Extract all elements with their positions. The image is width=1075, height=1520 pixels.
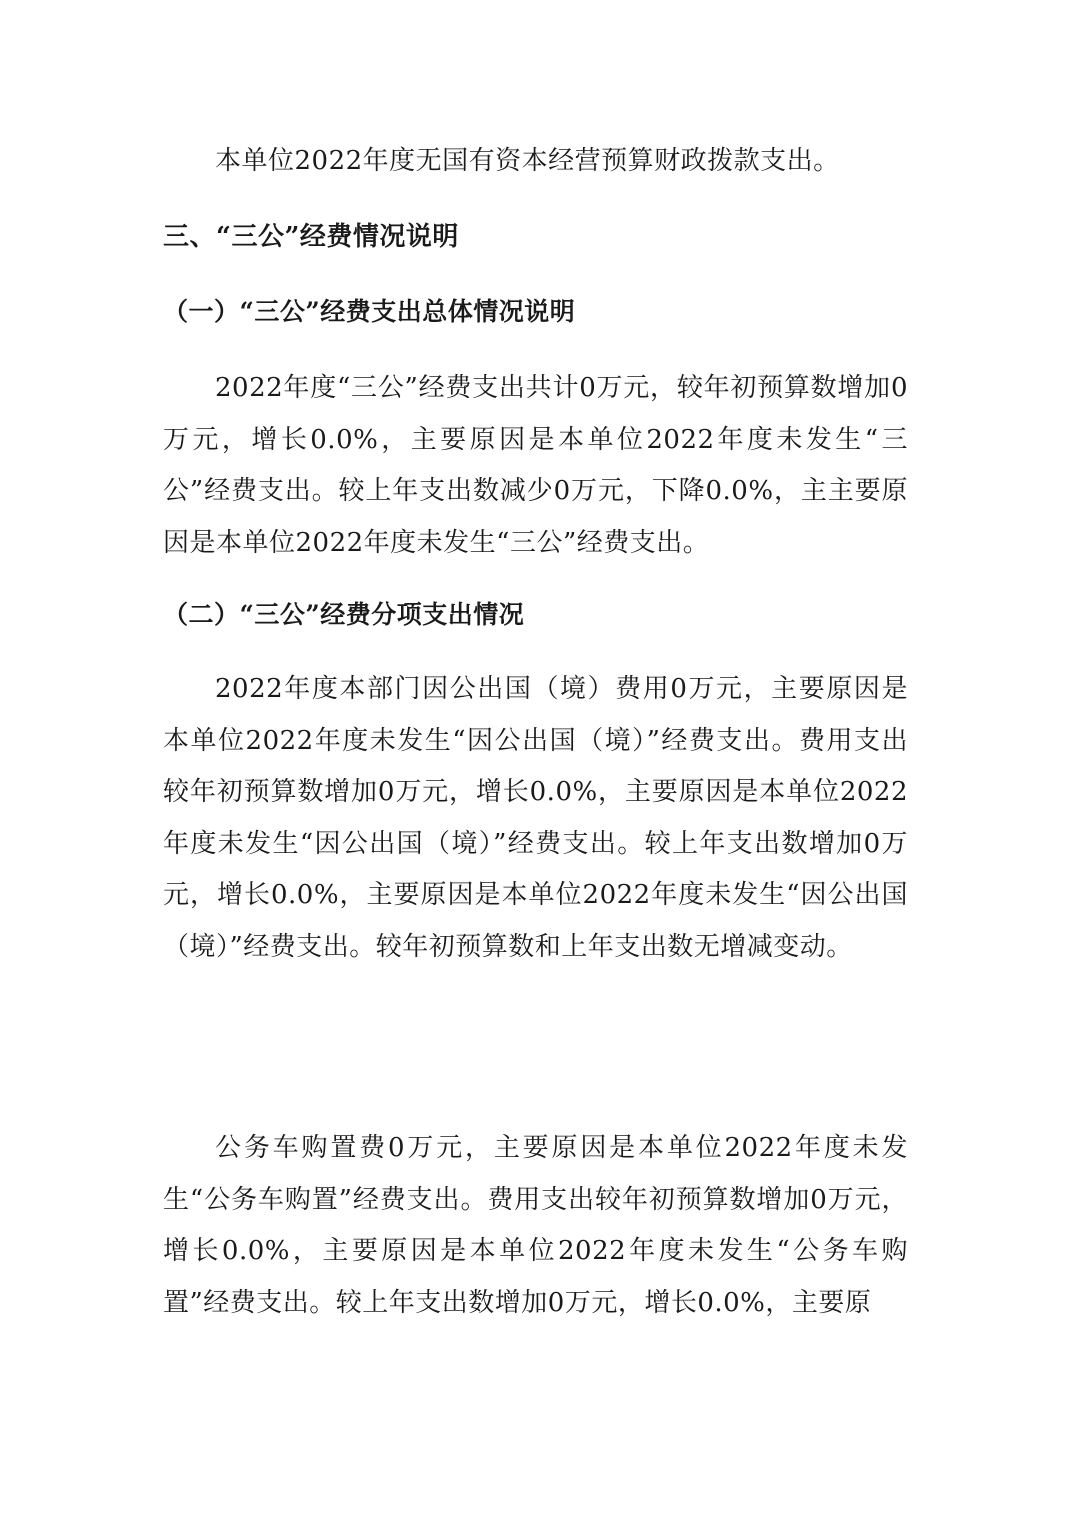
abroad-expenditure-paragraph: 2022年度本部门因公出国（境）费用0万元，主要原因是本单位2022年度未发生“因公出国（境）”经费支出。费用支出较年初预算数增加0万元，增长0.0%，主要原因是本单位2022年度未发生“因公出国（境）”经费支出。较上年支出数增加0万元，增长0.0%，主要原因是本单位2022年度未发生“因公出国（境）”经费支出。较年初预算数和上年支出数无增减变动。 [163, 674, 908, 962]
section-three-heading: 三、“三公”经费情况说明 [163, 222, 459, 252]
subsection-two-heading: （二）“三公”经费分项支出情况 [163, 600, 525, 629]
vehicle-purchase-paragraph: 公务车购置费0万元，主要原因是本单位2022年度未发生“公务车购置”经费支出。费用支出较年初预算数增加0万元，增长0.0%，主要原因是本单位2022年度未发生“公务车购置”经费支出。较上年支出数增加0万元，增长0.0%，主要原 [163, 1133, 908, 1318]
overall-expenditure-paragraph: 2022年度“三公”经费支出共计0万元，较年初预算数增加0万元，增长0.0%，主要原因是本单位2022年度未发生“三公”经费支出。较上年支出数减少0万元，下降0.0%，主主要原因是本单位2022年度未发生“三公”经费支出。 [163, 373, 908, 558]
subsection-one-heading: （一）“三公”经费支出总体情况说明 [163, 297, 576, 326]
intro-paragraph: 本单位2022年度无国有资本经营预算财政拨款支出。 [215, 146, 840, 176]
